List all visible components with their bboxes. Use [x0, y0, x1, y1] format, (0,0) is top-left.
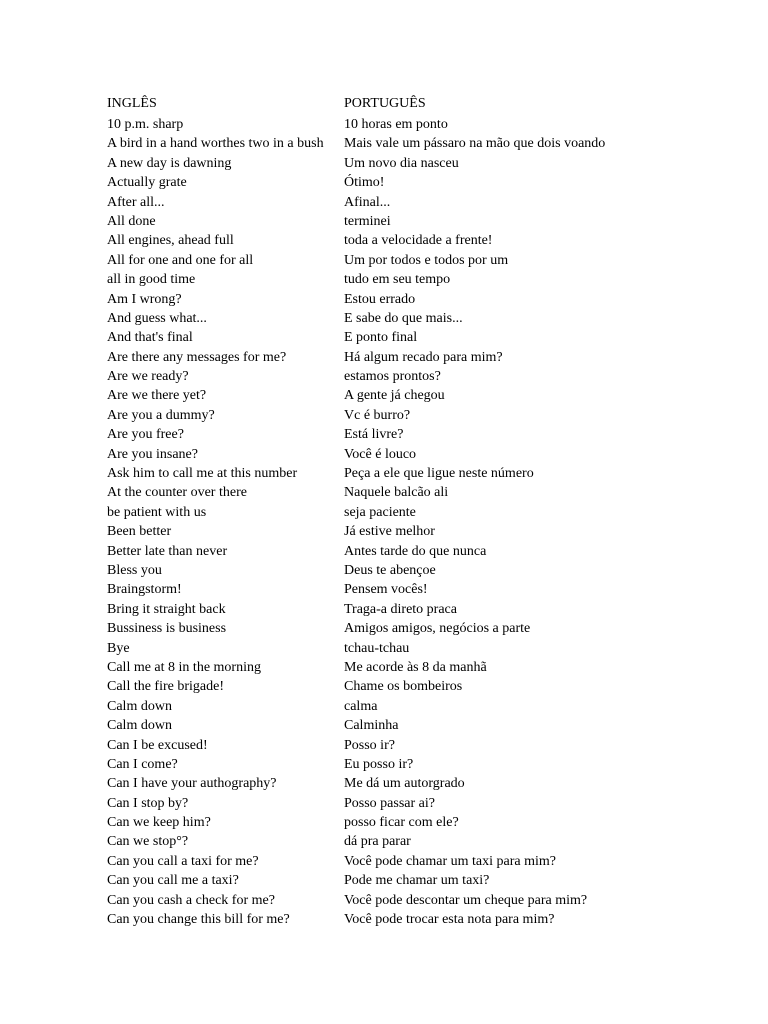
table-row — [107, 115, 747, 134]
english-phrase: Call the fire brigade! — [107, 679, 225, 695]
english-phrase: be patient with us — [107, 504, 207, 520]
table-row — [107, 522, 747, 541]
portuguese-phrase: Peça a ele que ligue neste número — [344, 466, 534, 482]
table-row — [107, 639, 747, 658]
portuguese-phrase: E sabe do que mais... — [344, 310, 463, 326]
table-row — [107, 386, 747, 405]
portuguese-phrase: Vc é burro? — [344, 407, 411, 423]
portuguese-phrase: Posso passar ai? — [344, 795, 435, 811]
english-phrase: Are you a dummy? — [107, 407, 215, 423]
table-row — [107, 406, 747, 425]
table-row — [107, 290, 747, 309]
english-phrase: All engines, ahead full — [107, 233, 234, 249]
table-row — [107, 193, 747, 212]
english-phrase: Bring it straight back — [107, 601, 226, 617]
table-row — [107, 774, 747, 793]
table-row — [107, 270, 747, 289]
english-phrase: Can you call a taxi for me? — [107, 853, 259, 869]
table-row — [107, 677, 747, 696]
table-row — [107, 736, 747, 755]
english-phrase: Can I have your authography? — [107, 776, 277, 792]
english-phrase: Can I be excused! — [107, 737, 208, 753]
portuguese-phrase: Chame os bombeiros — [344, 679, 463, 695]
table-row — [107, 619, 747, 638]
portuguese-column-header: PORTUGUÊS — [344, 96, 426, 111]
table-row — [107, 891, 747, 910]
portuguese-phrase: 10 horas em ponto — [344, 117, 448, 132]
english-phrase: Can we keep him? — [107, 815, 211, 831]
table-row — [107, 464, 747, 483]
portuguese-phrase: tudo em seu tempo — [344, 272, 451, 288]
table-row — [107, 134, 747, 153]
portuguese-phrase: tchau-tchau — [344, 640, 410, 656]
portuguese-phrase: Me acorde às 8 da manhã — [344, 659, 487, 675]
english-phrase: A new day is dawning — [107, 155, 232, 171]
english-phrase: Ask him to call me at this number — [107, 466, 298, 482]
table-row — [107, 658, 747, 677]
english-column-header: INGLÊS — [107, 96, 157, 111]
table-row — [107, 580, 747, 599]
table-row — [107, 716, 747, 735]
english-phrase: At the counter over there — [107, 485, 247, 501]
english-phrase: All for one and one for all — [107, 252, 254, 268]
english-phrase: Can we stop°? — [107, 834, 189, 850]
portuguese-phrase: toda a velocidade a frente! — [344, 233, 493, 249]
english-phrase: Calm down — [107, 718, 172, 734]
portuguese-phrase: dá pra parar — [344, 834, 411, 850]
table-row — [107, 483, 747, 502]
english-phrase: All done — [107, 213, 156, 229]
english-phrase: Are you free? — [107, 427, 184, 443]
table-row — [107, 231, 747, 250]
english-phrase: Been better — [107, 524, 172, 540]
table-row — [107, 445, 747, 464]
portuguese-phrase: Você pode chamar um taxi para mim? — [344, 853, 556, 869]
portuguese-phrase: Estou errado — [344, 291, 416, 307]
portuguese-phrase: Afinal... — [344, 194, 391, 210]
english-phrase: Braingstorm! — [107, 582, 182, 598]
english-phrase: And that's final — [107, 330, 193, 346]
portuguese-phrase: Posso ir? — [344, 737, 395, 753]
table-row — [107, 832, 747, 851]
table-row — [107, 871, 747, 890]
portuguese-phrase: Ótimo! — [344, 175, 385, 191]
portuguese-phrase: terminei — [344, 213, 391, 229]
table-row — [107, 910, 747, 929]
english-phrase: After all... — [107, 194, 165, 210]
table-row — [107, 794, 747, 813]
english-phrase: Can you cash a check for me? — [107, 892, 275, 908]
table-row — [107, 309, 747, 328]
portuguese-phrase: Deus te abençoe — [344, 562, 436, 578]
table-row — [107, 212, 747, 231]
table-row — [107, 600, 747, 619]
portuguese-phrase: Calminha — [344, 718, 399, 734]
english-phrase: Bye — [107, 640, 130, 656]
portuguese-phrase: Pensem vocês! — [344, 582, 428, 598]
portuguese-phrase: Já estive melhor — [344, 524, 435, 540]
english-phrase: Better late than never — [107, 543, 228, 559]
table-row — [107, 154, 747, 173]
phrase-table — [107, 94, 747, 929]
portuguese-phrase: Há algum recado para mim? — [344, 349, 503, 365]
portuguese-phrase: Eu posso ir? — [344, 756, 414, 772]
portuguese-phrase: E ponto final — [344, 330, 418, 346]
english-phrase: all in good time — [107, 272, 196, 288]
english-phrase: A bird in a hand worthes two in a bush — [107, 136, 324, 152]
portuguese-phrase: A gente já chegou — [344, 388, 445, 404]
portuguese-phrase: Você pode descontar um cheque para mim? — [344, 892, 588, 908]
table-row — [107, 697, 747, 716]
table-row — [107, 852, 747, 871]
table-row — [107, 755, 747, 774]
portuguese-phrase: Traga-a direto praca — [344, 601, 457, 617]
portuguese-phrase: Me dá um autorgrado — [344, 776, 465, 792]
english-phrase: Bussiness is business — [107, 621, 227, 637]
portuguese-phrase: Antes tarde do que nunca — [344, 543, 487, 559]
table-row — [107, 328, 747, 347]
english-phrase: Are we there yet? — [107, 388, 207, 404]
portuguese-phrase: Mais vale um pássaro na mão que dois voando — [344, 136, 606, 152]
english-phrase: 10 p.m. sharp — [107, 117, 184, 132]
english-phrase: Call me at 8 in the morning — [107, 659, 261, 675]
english-phrase: Are we ready? — [107, 369, 189, 385]
english-phrase: And guess what... — [107, 310, 207, 326]
table-row — [107, 173, 747, 192]
english-phrase: Can I stop by? — [107, 795, 189, 811]
table-row — [107, 251, 747, 270]
english-phrase: Can I come? — [107, 756, 178, 772]
portuguese-phrase: Um novo dia nasceu — [344, 155, 459, 171]
table-row — [107, 542, 747, 561]
table-row — [107, 503, 747, 522]
english-phrase: Are there any messages for me? — [107, 349, 287, 365]
english-phrase: Are you insane? — [107, 446, 198, 462]
portuguese-phrase: Você é louco — [344, 446, 417, 462]
table-row — [107, 561, 747, 580]
portuguese-phrase: Amigos amigos, negócios a parte — [344, 621, 531, 637]
table-row — [107, 425, 747, 444]
english-phrase: Bless you — [107, 562, 162, 578]
portuguese-phrase: estamos prontos? — [344, 369, 441, 385]
english-phrase: Can you change this bill for me? — [107, 912, 290, 928]
portuguese-phrase: Você pode trocar esta nota para mim? — [344, 912, 555, 928]
english-phrase: Am I wrong? — [107, 291, 182, 307]
table-row — [107, 348, 747, 367]
english-phrase: Can you call me a taxi? — [107, 873, 239, 889]
portuguese-phrase: Pode me chamar um taxi? — [344, 873, 490, 889]
english-phrase: Actually grate — [107, 175, 187, 191]
table-row — [107, 813, 747, 832]
table-header — [107, 94, 747, 115]
english-phrase: Calm down — [107, 698, 172, 714]
portuguese-phrase: Está livre? — [344, 427, 404, 443]
portuguese-phrase: posso ficar com ele? — [344, 815, 459, 831]
portuguese-phrase: calma — [344, 698, 378, 714]
portuguese-phrase: Um por todos e todos por um — [344, 252, 509, 268]
portuguese-phrase: Naquele balcão ali — [344, 485, 449, 501]
phrase-rows — [107, 115, 747, 929]
portuguese-phrase: seja paciente — [344, 504, 416, 520]
table-row — [107, 367, 747, 386]
